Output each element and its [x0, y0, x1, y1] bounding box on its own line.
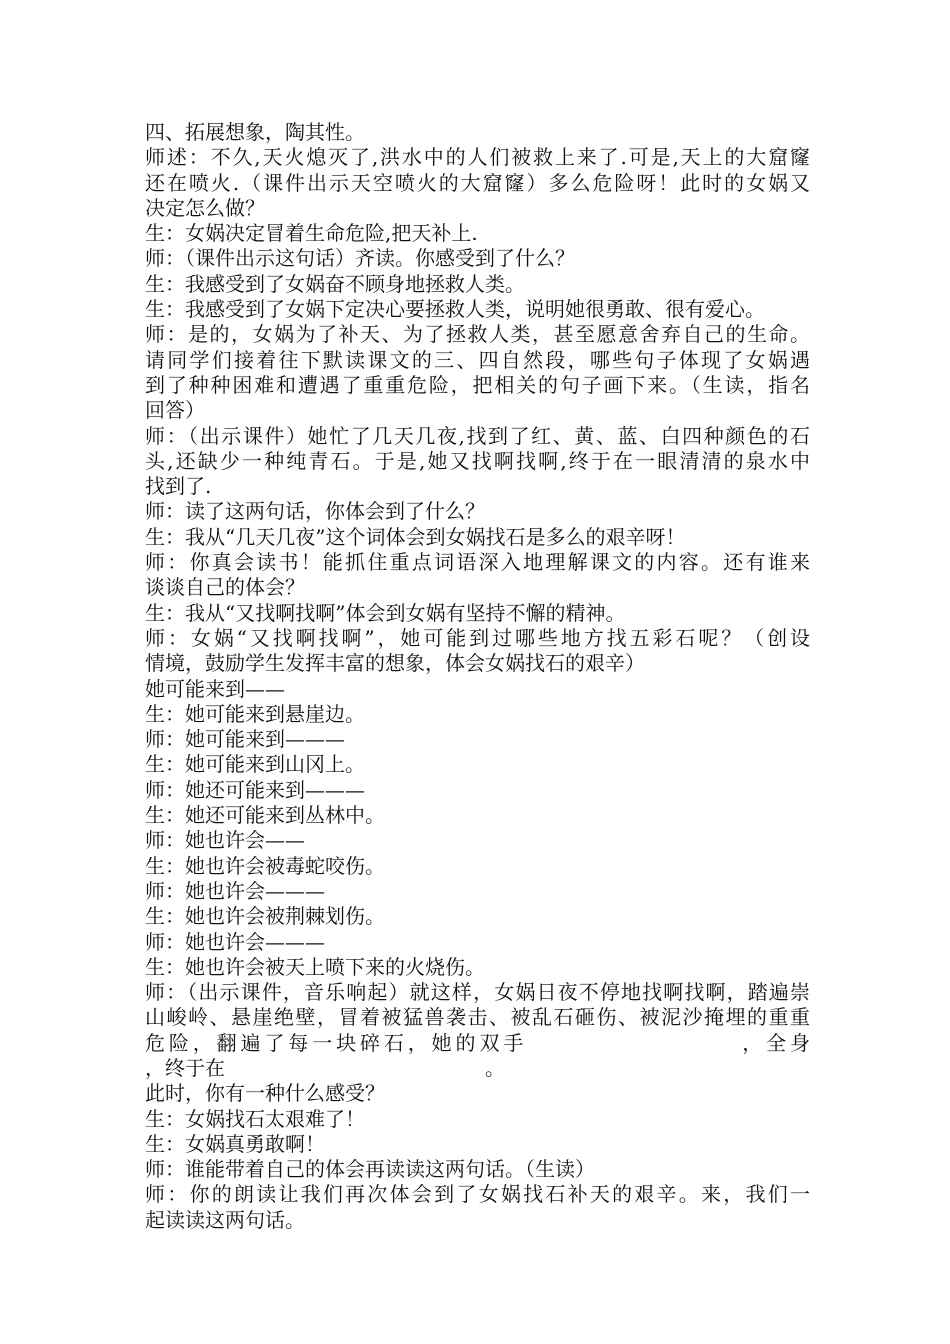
text-line: 师：你的朗读让我们再次体会到了女娲找石补天的艰辛。来，我们一: [145, 1182, 810, 1207]
text-line: 师：是的，女娲为了补天、为了拯救人类，甚至愿意舍弃自己的生命。: [145, 322, 810, 347]
text-line: 师：她也许会———: [145, 878, 325, 903]
text-line: 师：她可能来到———: [145, 727, 345, 752]
text-line: 生：女娲找石太艰难了！: [145, 1106, 365, 1131]
text-line: 到了种种困难和遭遇了重重危险，把相关的句子画下来。（生读，指名: [145, 372, 810, 397]
text-line: 生：我感受到了女娲奋不顾身地拯救人类。: [145, 271, 525, 296]
text-line: 山峻岭、悬崖绝壁，冒着被猛兽袭击、被乱石砸伤、被泥沙掩埋的重重: [145, 1005, 810, 1030]
text-line: 她可能来到——: [145, 676, 285, 701]
text-line: 生：她可能来到山冈上。: [145, 752, 365, 777]
text-line: 师：（课件出示这句话）齐读。你感受到了什么？: [145, 246, 575, 271]
text-line: 师：她也许会———: [145, 929, 325, 954]
text-line: 师：（出示课件）她忙了几天几夜,找到了红、黄、蓝、白四种颜色的石: [145, 423, 810, 448]
text-line: 生：女娲真勇敢啊！: [145, 1131, 325, 1156]
text-line: ，终于在 。: [145, 1055, 505, 1080]
text-line: 师述：不久,天火熄灭了,洪水中的人们被救上来了.可是,天上的大窟窿: [145, 145, 810, 170]
text-line: 师：她也许会——: [145, 828, 305, 853]
text-line: 情境，鼓励学生发挥丰富的想象，体会女娲找石的艰辛）: [145, 651, 645, 676]
text-line: 生：我感受到了女娲下定决心要拯救人类，说明她很勇敢、很有爱心。: [145, 297, 765, 322]
document-body: [145, 120, 810, 1233]
text-line: 生：她也许会被荆棘划伤。: [145, 904, 385, 929]
text-line: 生：她也许会被天上喷下来的火烧伤。: [145, 954, 485, 979]
text-line: 师：她还可能来到———: [145, 777, 365, 802]
text-line: 师：你真会读书！能抓住重点词语深入地理解课文的内容。还有谁来: [145, 550, 810, 575]
text-line: 起读读这两句话。: [145, 1207, 305, 1232]
text-line: 生：她也许会被毒蛇咬伤。: [145, 853, 385, 878]
text-line: 生：我从“几天几夜”这个词体会到女娲找石是多么的艰辛呀！: [145, 524, 686, 549]
text-line: 决定怎么做？: [145, 195, 265, 220]
text-line: 还在喷火.（课件出示天空喷火的大窟窿）多么危险呀！此时的女娲又: [145, 170, 810, 195]
text-line: 生：我从“又找啊找啊”体会到女娲有坚持不懈的精神。: [145, 600, 626, 625]
text-line: 生：她可能来到悬崖边。: [145, 701, 365, 726]
text-line: 头,还缺少一种纯青石。于是,她又找啊找啊,终于在一眼清清的泉水中: [145, 448, 810, 473]
text-line: 师：谁能带着自己的体会再读读这两句话。（生读）: [145, 1157, 595, 1182]
text-line: 师：（出示课件，音乐响起）就这样，女娲日夜不停地找啊找啊，踏遍崇: [145, 980, 810, 1005]
text-line: 谈谈自己的体会？: [145, 575, 305, 600]
text-line: 此时，你有一种什么感受？: [145, 1081, 385, 1106]
text-line: 找到了.: [145, 474, 212, 499]
text-line: 危险，翻遍了每一块碎石，她的双手 ，全身: [145, 1030, 810, 1055]
text-line: 师：女娲“又找啊找啊”，她可能到过哪些地方找五彩石呢？（创设: [145, 625, 810, 650]
text-line: 生：她还可能来到丛林中。: [145, 803, 385, 828]
text-line: 师：读了这两句话，你体会到了什么？: [145, 499, 485, 524]
text-line: 四、拓展想象，陶其性。: [145, 120, 365, 144]
text-line: 请同学们接着往下默读课文的三、四自然段，哪些句子体现了女娲遇: [145, 347, 810, 372]
text-line: 生：女娲决定冒着生命危险,把天补上.: [145, 221, 478, 246]
text-line: 回答）: [145, 398, 205, 423]
